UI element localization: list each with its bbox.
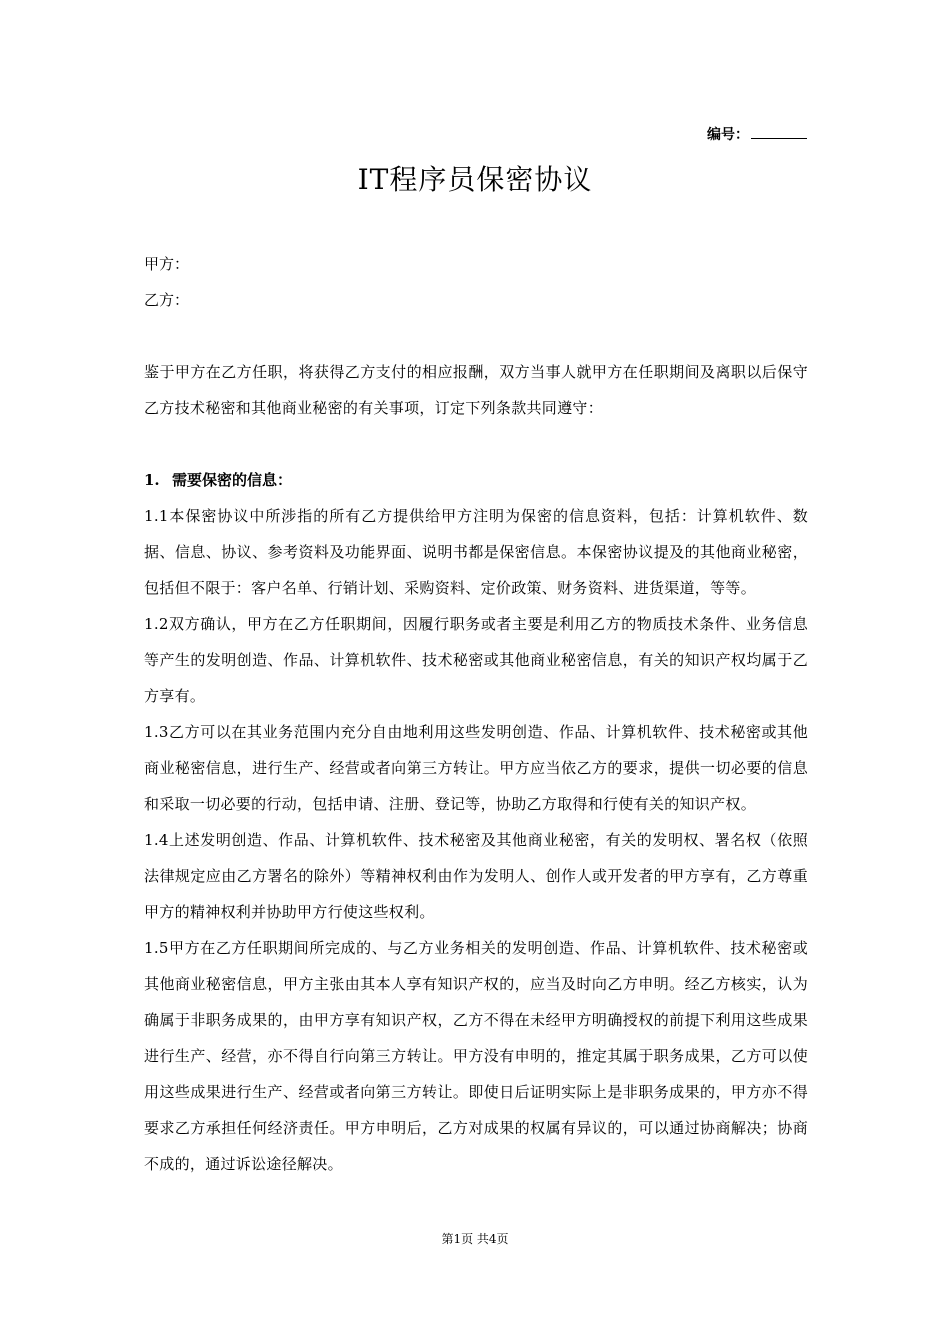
clause-1-2: 1.2双方确认，甲方在乙方任职期间，因履行职务或者主要是利用乙方的物质技术条件、业务信息等产生的发明创造、作品、计算机软件、技术秘密或其他商业秘密信息，有关的知识产权均属于乙方享有。 bbox=[144, 615, 808, 705]
section-title: 需要保密的信息： bbox=[172, 471, 293, 489]
section-number: 1. bbox=[144, 471, 160, 489]
document-title: IT程序员保密协议 bbox=[357, 163, 593, 196]
spacer bbox=[144, 318, 808, 354]
document-body bbox=[144, 246, 808, 1182]
section-heading bbox=[144, 462, 808, 498]
clause-1-1: 1.1本保密协议中所涉指的所有乙方提供给甲方注明为保密的信息资料，包括：计算机软件、数据、信息、协议、参考资料及功能界面、说明书都是保密信息。本保密协议提及的其他商业秘密，包括但不限于：客户名单、行销计划、采购资料、定价政策、财务资料、进货渠道，等等。 bbox=[144, 507, 808, 597]
clause-1-5: 1.5甲方在乙方任职期间所完成的、与乙方业务相关的发明创造、作品、计算机软件、技术秘密或其他商业秘密信息，甲方主张由其本人享有知识产权的，应当及时向乙方申明。经乙方核实，认为确属于非职务成果的，由甲方享有知识产权，乙方不得在未经甲方明确授权的前提下利用这些成果进行生产、经营，亦不得自行向第三方转让。甲方没有申明的，推定其属于职务成果，乙方可以使用这些成果进行生产、经营或者向第三方转让。即使日后证明实际上是非职务成果的，甲方亦不得要求乙方承担任何经济责任。甲方申明后，乙方对成果的权属有异议的，可以通过协商解决；协商不成的，通过诉讼途径解决。 bbox=[144, 939, 808, 1173]
party-a-line: 甲方： bbox=[144, 255, 190, 273]
clause-1-4: 1.4上述发明创造、作品、计算机软件、技术秘密及其他商业秘密，有关的发明权、署名权（依照法律规定应由乙方署名的除外）等精神权利由作为发明人、创作人或开发者的甲方享有，乙方尊重甲方的精神权利并协助甲方行使这些权利。 bbox=[144, 831, 808, 921]
document-number bbox=[707, 124, 807, 144]
clause-1-3: 1.3乙方可以在其业务范围内充分自由地利用这些发明创造、作品、计算机软件、技术秘密或其他商业秘密信息，进行生产、经营或者向第三方转让。甲方应当依乙方的要求，提供一切必要的信息和采取一切必要的行动，包括申请、注册、登记等，协助乙方取得和行使有关的知识产权。 bbox=[144, 723, 808, 813]
preamble-paragraph: 鉴于甲方在乙方任职，将获得乙方支付的相应报酬，双方当事人就甲方在任职期间及离职以后保守乙方技术秘密和其他商业秘密的有关事项，订定下列条款共同遵守： bbox=[144, 363, 808, 417]
page-footer: 第1页 共4页 bbox=[441, 1232, 509, 1246]
spacer bbox=[144, 426, 808, 462]
party-b-line: 乙方： bbox=[144, 291, 190, 309]
document-number-blank bbox=[751, 126, 807, 139]
document-number-label: 编号： bbox=[707, 127, 749, 143]
